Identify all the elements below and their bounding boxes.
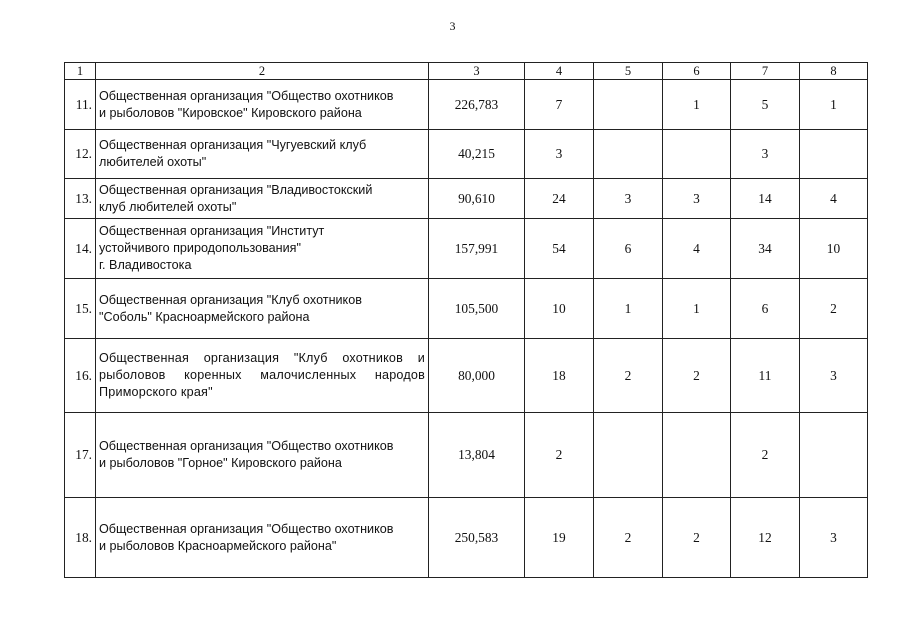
cell-col3: 90,610 xyxy=(429,179,525,219)
cell-col5: 2 xyxy=(594,498,663,578)
cell-col4: 7 xyxy=(525,80,594,130)
cell-col7: 6 xyxy=(731,279,800,339)
cell-col4: 54 xyxy=(525,219,594,279)
table-row xyxy=(65,279,868,339)
column-header: 2 xyxy=(96,63,429,80)
table-row xyxy=(65,339,868,413)
column-header: 6 xyxy=(663,63,731,80)
cell-col6 xyxy=(663,413,731,498)
cell-col3: 13,804 xyxy=(429,413,525,498)
table-row xyxy=(65,80,868,130)
name-line: любителей охоты" xyxy=(99,155,207,169)
cell-col8 xyxy=(800,130,868,179)
name-line: Общественная организация "Чугуевский клуб xyxy=(99,138,367,152)
cell-col3: 80,000 xyxy=(429,339,525,413)
cell-col8: 1 xyxy=(800,80,868,130)
cell-col6: 4 xyxy=(663,219,731,279)
row-number: 13. xyxy=(65,179,96,219)
cell-col6: 2 xyxy=(663,498,731,578)
name-line: Общественная организация "Общество охотников xyxy=(99,521,394,536)
cell-col4: 19 xyxy=(525,498,594,578)
column-number-header-row xyxy=(65,63,868,80)
cell-col5 xyxy=(594,130,663,179)
row-number: 15. xyxy=(65,279,96,339)
cell-col4: 18 xyxy=(525,339,594,413)
name-line: устойчивого природопользования" xyxy=(99,241,301,255)
cell-col4: 3 xyxy=(525,130,594,179)
organization-name xyxy=(96,279,429,339)
table-row xyxy=(65,179,868,219)
cell-col3: 40,215 xyxy=(429,130,525,179)
cell-col8 xyxy=(800,413,868,498)
column-header: 3 xyxy=(429,63,525,80)
cell-col5: 6 xyxy=(594,219,663,279)
cell-col3: 105,500 xyxy=(429,279,525,339)
cell-col8: 10 xyxy=(800,219,868,279)
name-line: и рыболовов "Кировское" Кировского района xyxy=(99,105,362,120)
organization-name xyxy=(96,339,429,413)
cell-col5: 1 xyxy=(594,279,663,339)
organization-name xyxy=(96,498,429,578)
cell-col7: 11 xyxy=(731,339,800,413)
name-line: г. Владивостока xyxy=(99,258,192,272)
organization-name xyxy=(96,413,429,498)
table-row xyxy=(65,219,868,279)
cell-col7: 12 xyxy=(731,498,800,578)
cell-col6: 3 xyxy=(663,179,731,219)
organizations-table xyxy=(64,62,868,578)
row-number: 17. xyxy=(65,413,96,498)
cell-col5: 3 xyxy=(594,179,663,219)
name-line: Общественная организация "Институт xyxy=(99,224,325,238)
row-number: 11. xyxy=(65,80,96,130)
table-row xyxy=(65,130,868,179)
cell-col3: 250,583 xyxy=(429,498,525,578)
cell-col6 xyxy=(663,130,731,179)
name-line: Приморского края" xyxy=(99,385,213,399)
cell-col8: 2 xyxy=(800,279,868,339)
cell-col6: 2 xyxy=(663,339,731,413)
name-line: "Соболь" Красноармейского района xyxy=(99,309,310,324)
column-header: 1 xyxy=(65,63,96,80)
name-line: рыболовов коренных малочисленных народов xyxy=(99,368,425,382)
cell-col5 xyxy=(594,80,663,130)
page-number: 3 xyxy=(449,19,456,33)
row-number: 12. xyxy=(65,130,96,179)
cell-col7: 5 xyxy=(731,80,800,130)
column-header: 8 xyxy=(800,63,868,80)
row-number: 16. xyxy=(65,339,96,413)
column-header: 5 xyxy=(594,63,663,80)
cell-col7: 2 xyxy=(731,413,800,498)
name-line: Общественная организация "Общество охотников xyxy=(99,439,394,453)
cell-col5 xyxy=(594,413,663,498)
row-number: 18. xyxy=(65,498,96,578)
table-row xyxy=(65,498,868,578)
table-row xyxy=(65,413,868,498)
cell-col8: 3 xyxy=(800,498,868,578)
name-line: Общественная организация "Клуб охотников и xyxy=(99,351,425,365)
name-line: клуб любителей охоты" xyxy=(99,199,237,214)
cell-col7: 34 xyxy=(731,219,800,279)
cell-col4: 24 xyxy=(525,179,594,219)
row-number: 14. xyxy=(65,219,96,279)
cell-col8: 3 xyxy=(800,339,868,413)
cell-col3: 226,783 xyxy=(429,80,525,130)
organization-name xyxy=(96,130,429,179)
organization-name xyxy=(96,80,429,130)
organization-name xyxy=(96,219,429,279)
cell-col6: 1 xyxy=(663,80,731,130)
name-line: Общественная организация "Владивостокский xyxy=(99,182,373,197)
name-line: Общественная организация "Клуб охотников xyxy=(99,292,362,307)
cell-col7: 3 xyxy=(731,130,800,179)
name-line: Общественная организация "Общество охотников xyxy=(99,88,394,103)
name-line: и рыболовов Красноармейского района" xyxy=(99,538,337,553)
cell-col5: 2 xyxy=(594,339,663,413)
cell-col6: 1 xyxy=(663,279,731,339)
column-header: 4 xyxy=(525,63,594,80)
organization-name xyxy=(96,179,429,219)
name-line: и рыболовов "Горное" Кировского района xyxy=(99,456,342,470)
cell-col8: 4 xyxy=(800,179,868,219)
cell-col3: 157,991 xyxy=(429,219,525,279)
cell-col4: 10 xyxy=(525,279,594,339)
column-header: 7 xyxy=(731,63,800,80)
cell-col4: 2 xyxy=(525,413,594,498)
cell-col7: 14 xyxy=(731,179,800,219)
